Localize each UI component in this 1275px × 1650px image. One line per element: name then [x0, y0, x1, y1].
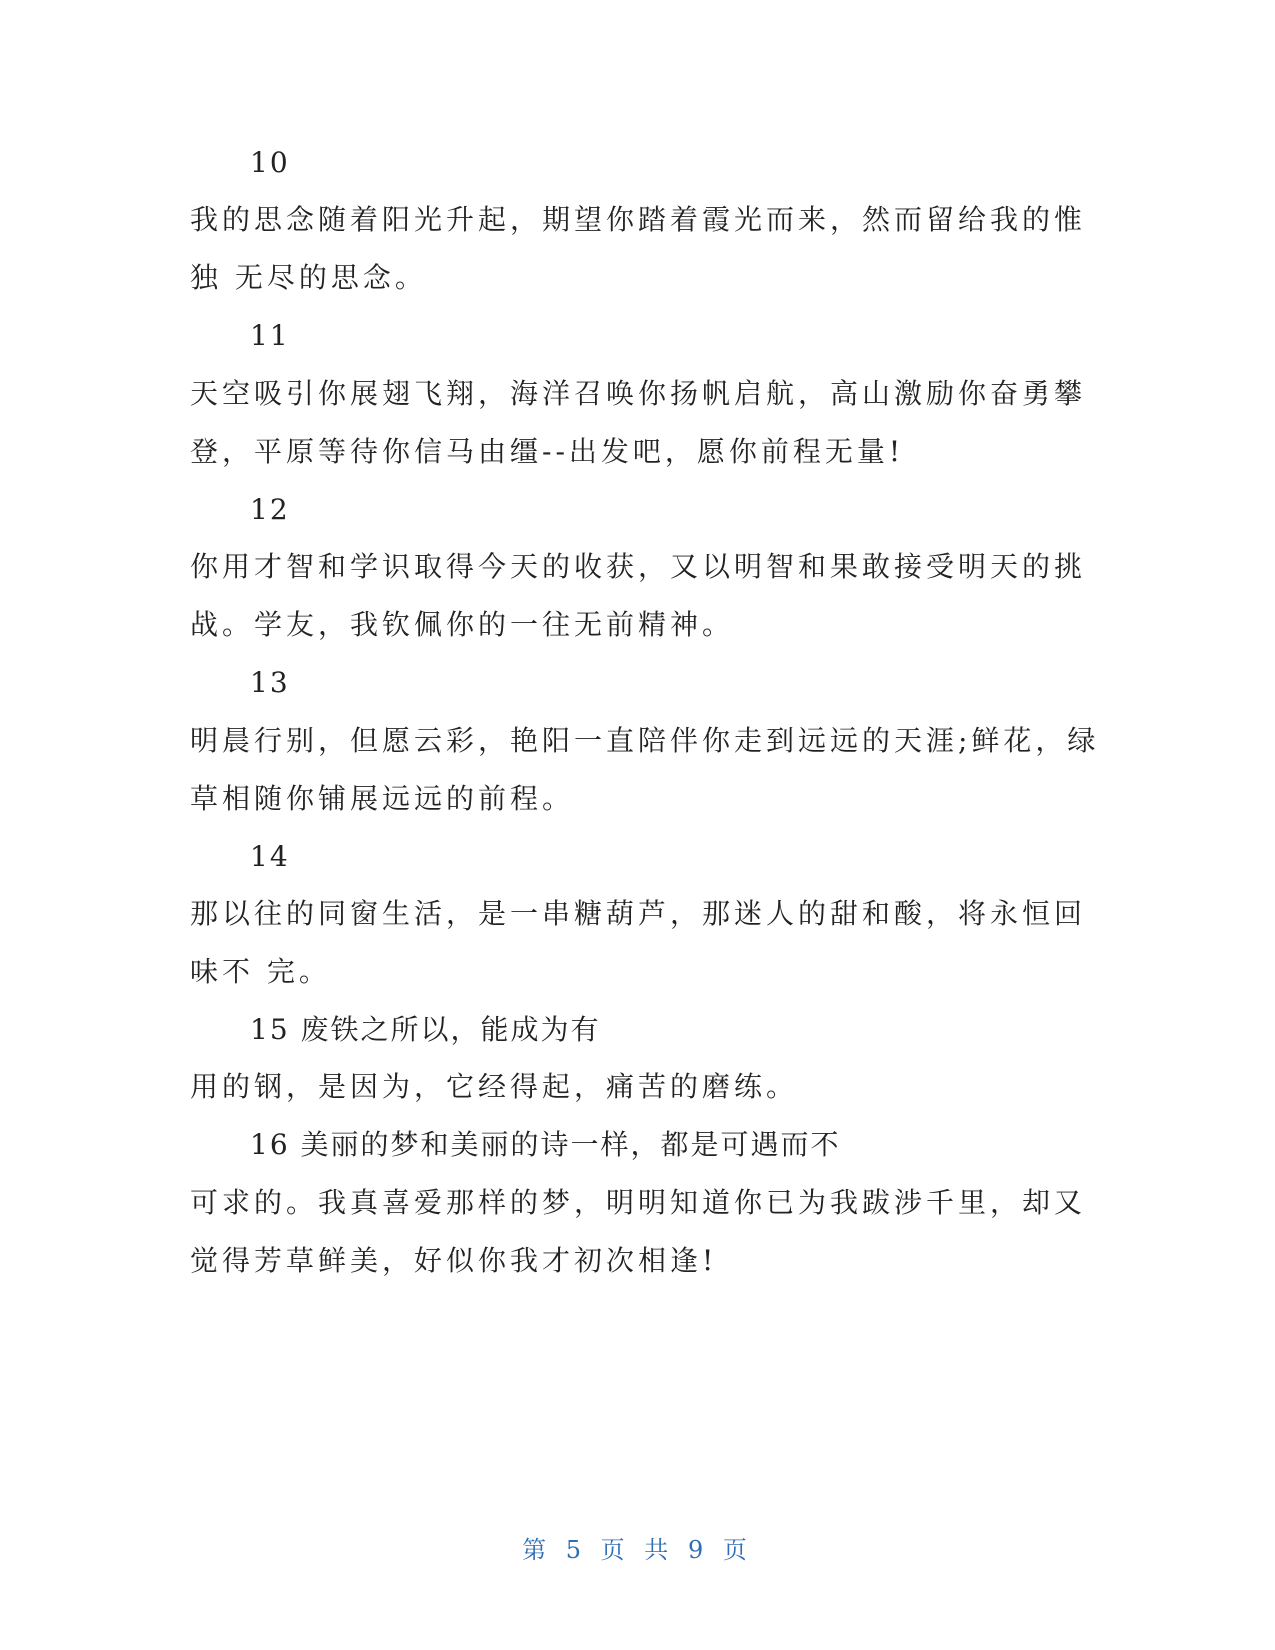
paragraph-line: 那以往的同窗生活，是一串糖葫芦，那迷人的甜和酸，将永恒回 — [190, 897, 1087, 930]
paragraph-line: 草相随你铺展远远的前程。 — [190, 782, 575, 815]
paragraph-line: 我的思念随着阳光升起，期望你踏着霞光而来，然而留给我的惟 — [190, 203, 1087, 236]
paragraph-line: 明晨行别，但愿云彩，艳阳一直陪伴你走到远远的天涯;鲜花，绿 — [190, 724, 1100, 757]
item-16-line: 16 美丽的梦和美丽的诗一样，都是可遇而不 — [250, 1128, 841, 1161]
item-number-13: 13 — [250, 666, 290, 699]
item-number-10: 10 — [250, 146, 290, 179]
item-number-11: 11 — [250, 319, 290, 352]
paragraph-line: 天空吸引你展翅飞翔，海洋召唤你扬帆启航，高山激励你奋勇攀 — [190, 377, 1087, 410]
item-15-line: 15 废铁之所以，能成为有 — [250, 1013, 601, 1046]
paragraph-line: 可求的。我真喜爱那样的梦，明明知道你已为我跋涉千里，却又 — [190, 1186, 1087, 1219]
paragraph-line: 登，平原等待你信马由缰--出发吧，愿你前程无量! — [190, 435, 905, 468]
item-number-12: 12 — [250, 493, 290, 526]
paragraph-line: 用的钢，是因为，它经得起，痛苦的磨练。 — [190, 1070, 799, 1103]
item-number-14: 14 — [250, 840, 290, 873]
paragraph-line: 觉得芳草鲜美，好似你我才初次相逢! — [190, 1244, 718, 1277]
paragraph-line: 味不 完。 — [190, 955, 331, 988]
paragraph-line: 独 无尽的思念。 — [190, 261, 427, 294]
paragraph-line: 你用才智和学识取得今天的收获，又以明智和果敢接受明天的挑 — [190, 550, 1087, 583]
paragraph-line: 战。学友，我钦佩你的一往无前精神。 — [190, 608, 735, 641]
page-number-footer: 第 5 页 共 9 页 — [522, 1536, 753, 1564]
